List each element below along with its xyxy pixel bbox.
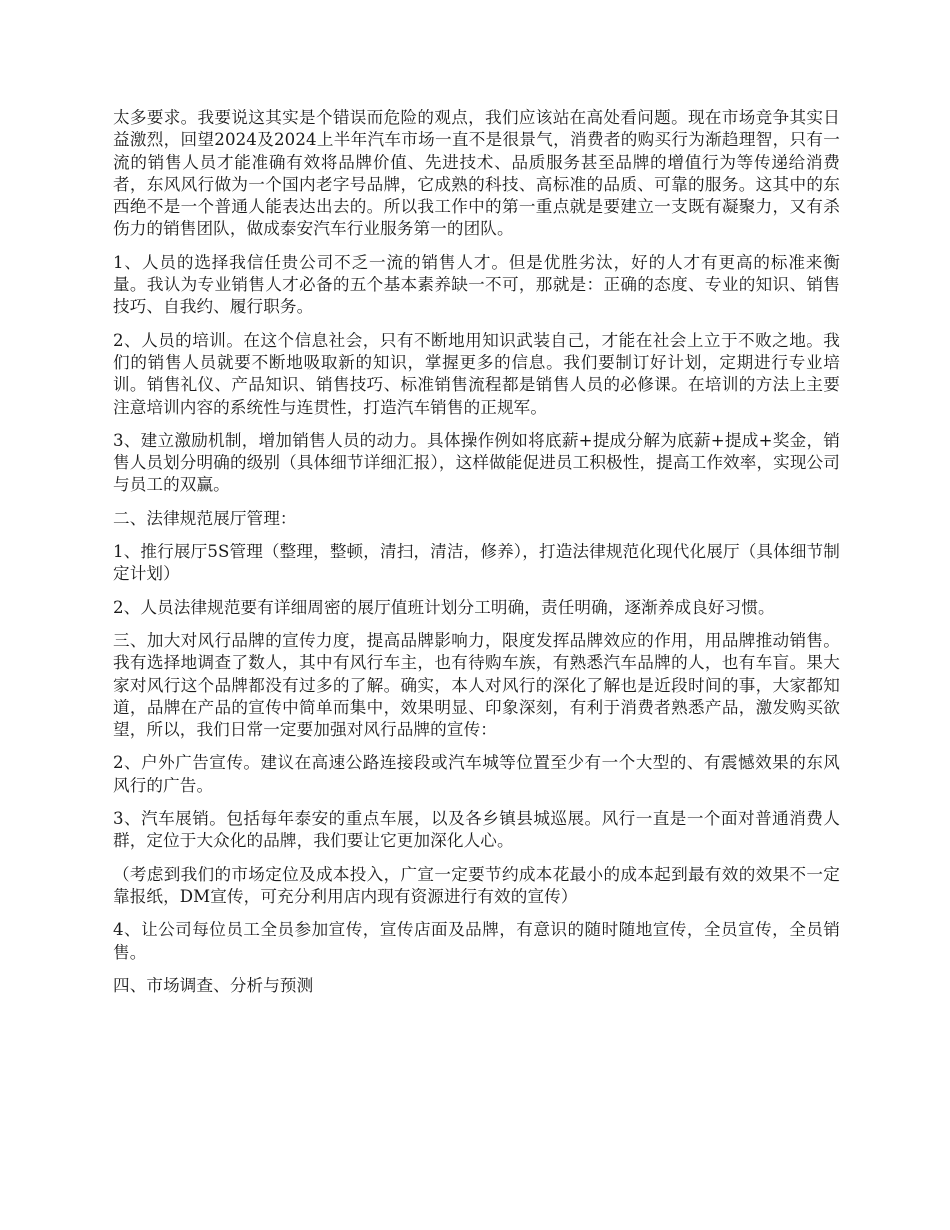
paragraph-5s-management: 1、推行展厅5S管理（整理，整顿，清扫，清洁，修养），打造法律规范化现代化展厅（具体细节制定计划） [113,542,840,584]
paragraph-staff-selection: 1、人员的选择我信任贵公司不乏一流的销售人才。但是优胜劣汰，好的人才有更高的标准来衡量。我认为专业销售人才必备的五个基本素养缺一不可，那就是：正确的态度、专业的知识、销售技巧、自我约、履行职务。 [113,252,840,317]
paragraph-team-building: 太多要求。我要说这其实是个错误而危险的观点，我们应该站在高处看问题。现在市场竞争其实日益激烈，回望2024及2024上半年汽车市场一直不是很景气，消费者的购买行为渐趋理智，只有一流的销售人员才能准确有效将品牌价值、先进技术、品质服务甚至品牌的增值行为等传递给消费者，东风风行做为一个国内老字号品牌，它成熟的科技、高标准的品质、可靠的服务。这其中的东西绝不是一个普通人能表达出去的。所以我工作中的第一重点就是要建立一支既有凝聚力，又有杀伤力的销售团队，做成泰安汽车行业服务第一的团队。 [113,108,840,239]
paragraph-staff-training: 2、人员的培训。在这个信息社会，只有不断地用知识武装自己，才能在社会上立于不败之地。我们的销售人员就要不断地吸取新的知识，掌握更多的信息。我们要制订好计划，定期进行专业培训。销售礼仪、产品知识、销售技巧、标准销售流程都是销售人员的必修课。在培训的方法上主要注意培训内容的系统性与连贯性，打造汽车销售的正规军。 [113,330,840,417]
paragraph-staff-regulation: 2、人员法律规范要有详细周密的展厅值班计划分工明确，责任明确，逐渐养成良好习惯。 [113,597,775,617]
section-heading-market-research: 四、市场调查、分析与预测 [113,975,314,995]
section-heading-showroom-management: 二、法律规范展厅管理： [113,508,297,528]
paragraph-incentive-mechanism: 3、建立激励机制，增加销售人员的动力。具体操作例如将底薪+提成分解为底薪+提成+奖金，销售人员划分明确的级别（具体细节详细汇报），这样做能促进员工积极性，提高工作效率，实现公司与员工的双赢。 [113,430,840,495]
paragraph-outdoor-advertising: 2、户外广告宣传。建议在高速公路连接段或汽车城等位置至少有一个大型的、有震憾效果的东风风行的广告。 [113,753,840,795]
paragraph-all-staff-promotion: 4、让公司每位员工全员参加宣传，宣传店面及品牌，有意识的随时随地宣传，全员宣传，全员销售。 [113,920,840,962]
paragraph-brand-promotion: 三、加大对风行品牌的宣传力度，提高品牌影响力，限度发挥品牌效应的作用，用品牌推动销售。我有选择地调查了数人，其中有风行车主，也有待购车族，有熟悉汽车品牌的人，也有车盲。果大家对风行这个品牌都没有过多的了解。确实，本人对风行的深化了解也是近段时间的事，大家都知道，品牌在产品的宣传中简单而集中，效果明显、印象深刻，有利于消费者熟悉产品，激发购买欲望，所以，我们日常一定要加强对风行品牌的宣传： [113,630,840,740]
document-body [113,107,840,1008]
paragraph-auto-exhibition: 3、汽车展销。包括每年泰安的重点车展，以及各乡镇县城巡展。风行一直是一个面对普通消费人群，定位于大众化的品牌，我们要让它更加深化人心。 [113,809,840,851]
paragraph-cost-note: （考虑到我们的市场定位及成本投入，广宣一定要节约成本花最小的成本起到最有效的效果不一定靠报纸，DM宣传，可充分利用店内现有资源进行有效的宣传） [113,864,840,906]
